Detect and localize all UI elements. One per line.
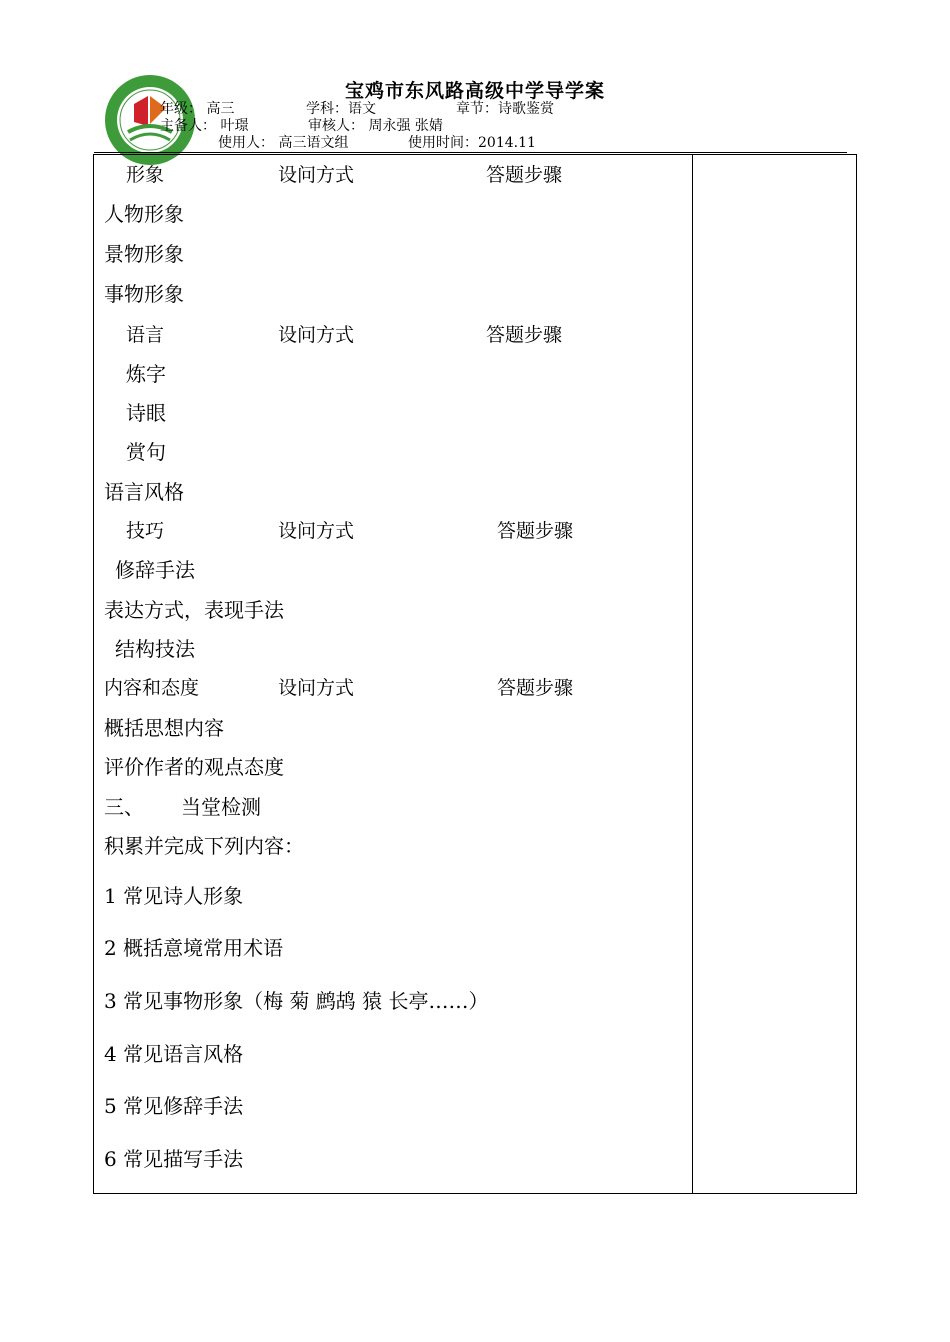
check-title: 当堂检测 (181, 795, 261, 819)
list-item: 景物形象 (104, 242, 184, 266)
section-language-steps: 答题步骤 (486, 324, 563, 346)
list-item: 概括思想内容 (104, 716, 224, 740)
section-content-head: 内容和态度 (104, 677, 200, 699)
grade-field: 年级： 高三 (160, 101, 235, 117)
section-technique-head: 技巧 (126, 520, 165, 542)
list-item: 表达方式，表现手法 (104, 598, 284, 622)
check-item: 4 常见语言风格 (104, 1042, 244, 1066)
check-intro: 积累并完成下列内容： (104, 834, 304, 858)
list-item: 炼字 (126, 362, 166, 386)
list-item: 赏句 (126, 440, 166, 464)
reviewer-field: 审核人： 周永强 张婧 (308, 118, 443, 134)
subject-field: 学科：语文 (306, 101, 376, 117)
notes-column-divider (692, 154, 693, 1194)
header-rule (94, 152, 847, 153)
list-item: 事物形象 (104, 282, 184, 306)
section-image-method: 设问方式 (278, 164, 355, 186)
section-technique-method: 设问方式 (278, 520, 355, 542)
document-title: 宝鸡市东风路高级中学导学案 (344, 80, 605, 102)
user-field: 使用人： 高三语文组 (218, 135, 349, 151)
section-technique-steps: 答题步骤 (497, 520, 574, 542)
check-item: 1 常见诗人形象 (104, 884, 244, 908)
section-image-steps: 答题步骤 (486, 164, 563, 186)
list-item: 人物形象 (104, 202, 184, 226)
time-field: 使用时间：2014.11 (408, 135, 536, 151)
chapter-field: 章节：诗歌鉴赏 (456, 101, 554, 117)
check-item: 2 概括意境常用术语 (104, 936, 284, 960)
section-image-head: 形象 (126, 164, 165, 186)
list-item: 语言风格 (104, 480, 184, 504)
check-number: 三、 (104, 795, 144, 819)
preparer-field: 主备人： 叶璟 (160, 118, 249, 134)
check-item: 6 常见描写手法 (104, 1147, 244, 1171)
list-item: 修辞手法 (115, 558, 195, 582)
list-item: 评价作者的观点态度 (104, 755, 284, 779)
check-item: 3 常见事物形象（梅 菊 鹧鸪 猿 长亭……） (104, 989, 489, 1013)
section-content-method: 设问方式 (278, 677, 355, 699)
check-item: 5 常见修辞手法 (104, 1094, 244, 1118)
section-language-method: 设问方式 (278, 324, 355, 346)
section-content-steps: 答题步骤 (497, 677, 574, 699)
section-language-head: 语言 (126, 324, 165, 346)
list-item: 结构技法 (115, 637, 195, 661)
list-item: 诗眼 (126, 401, 166, 425)
